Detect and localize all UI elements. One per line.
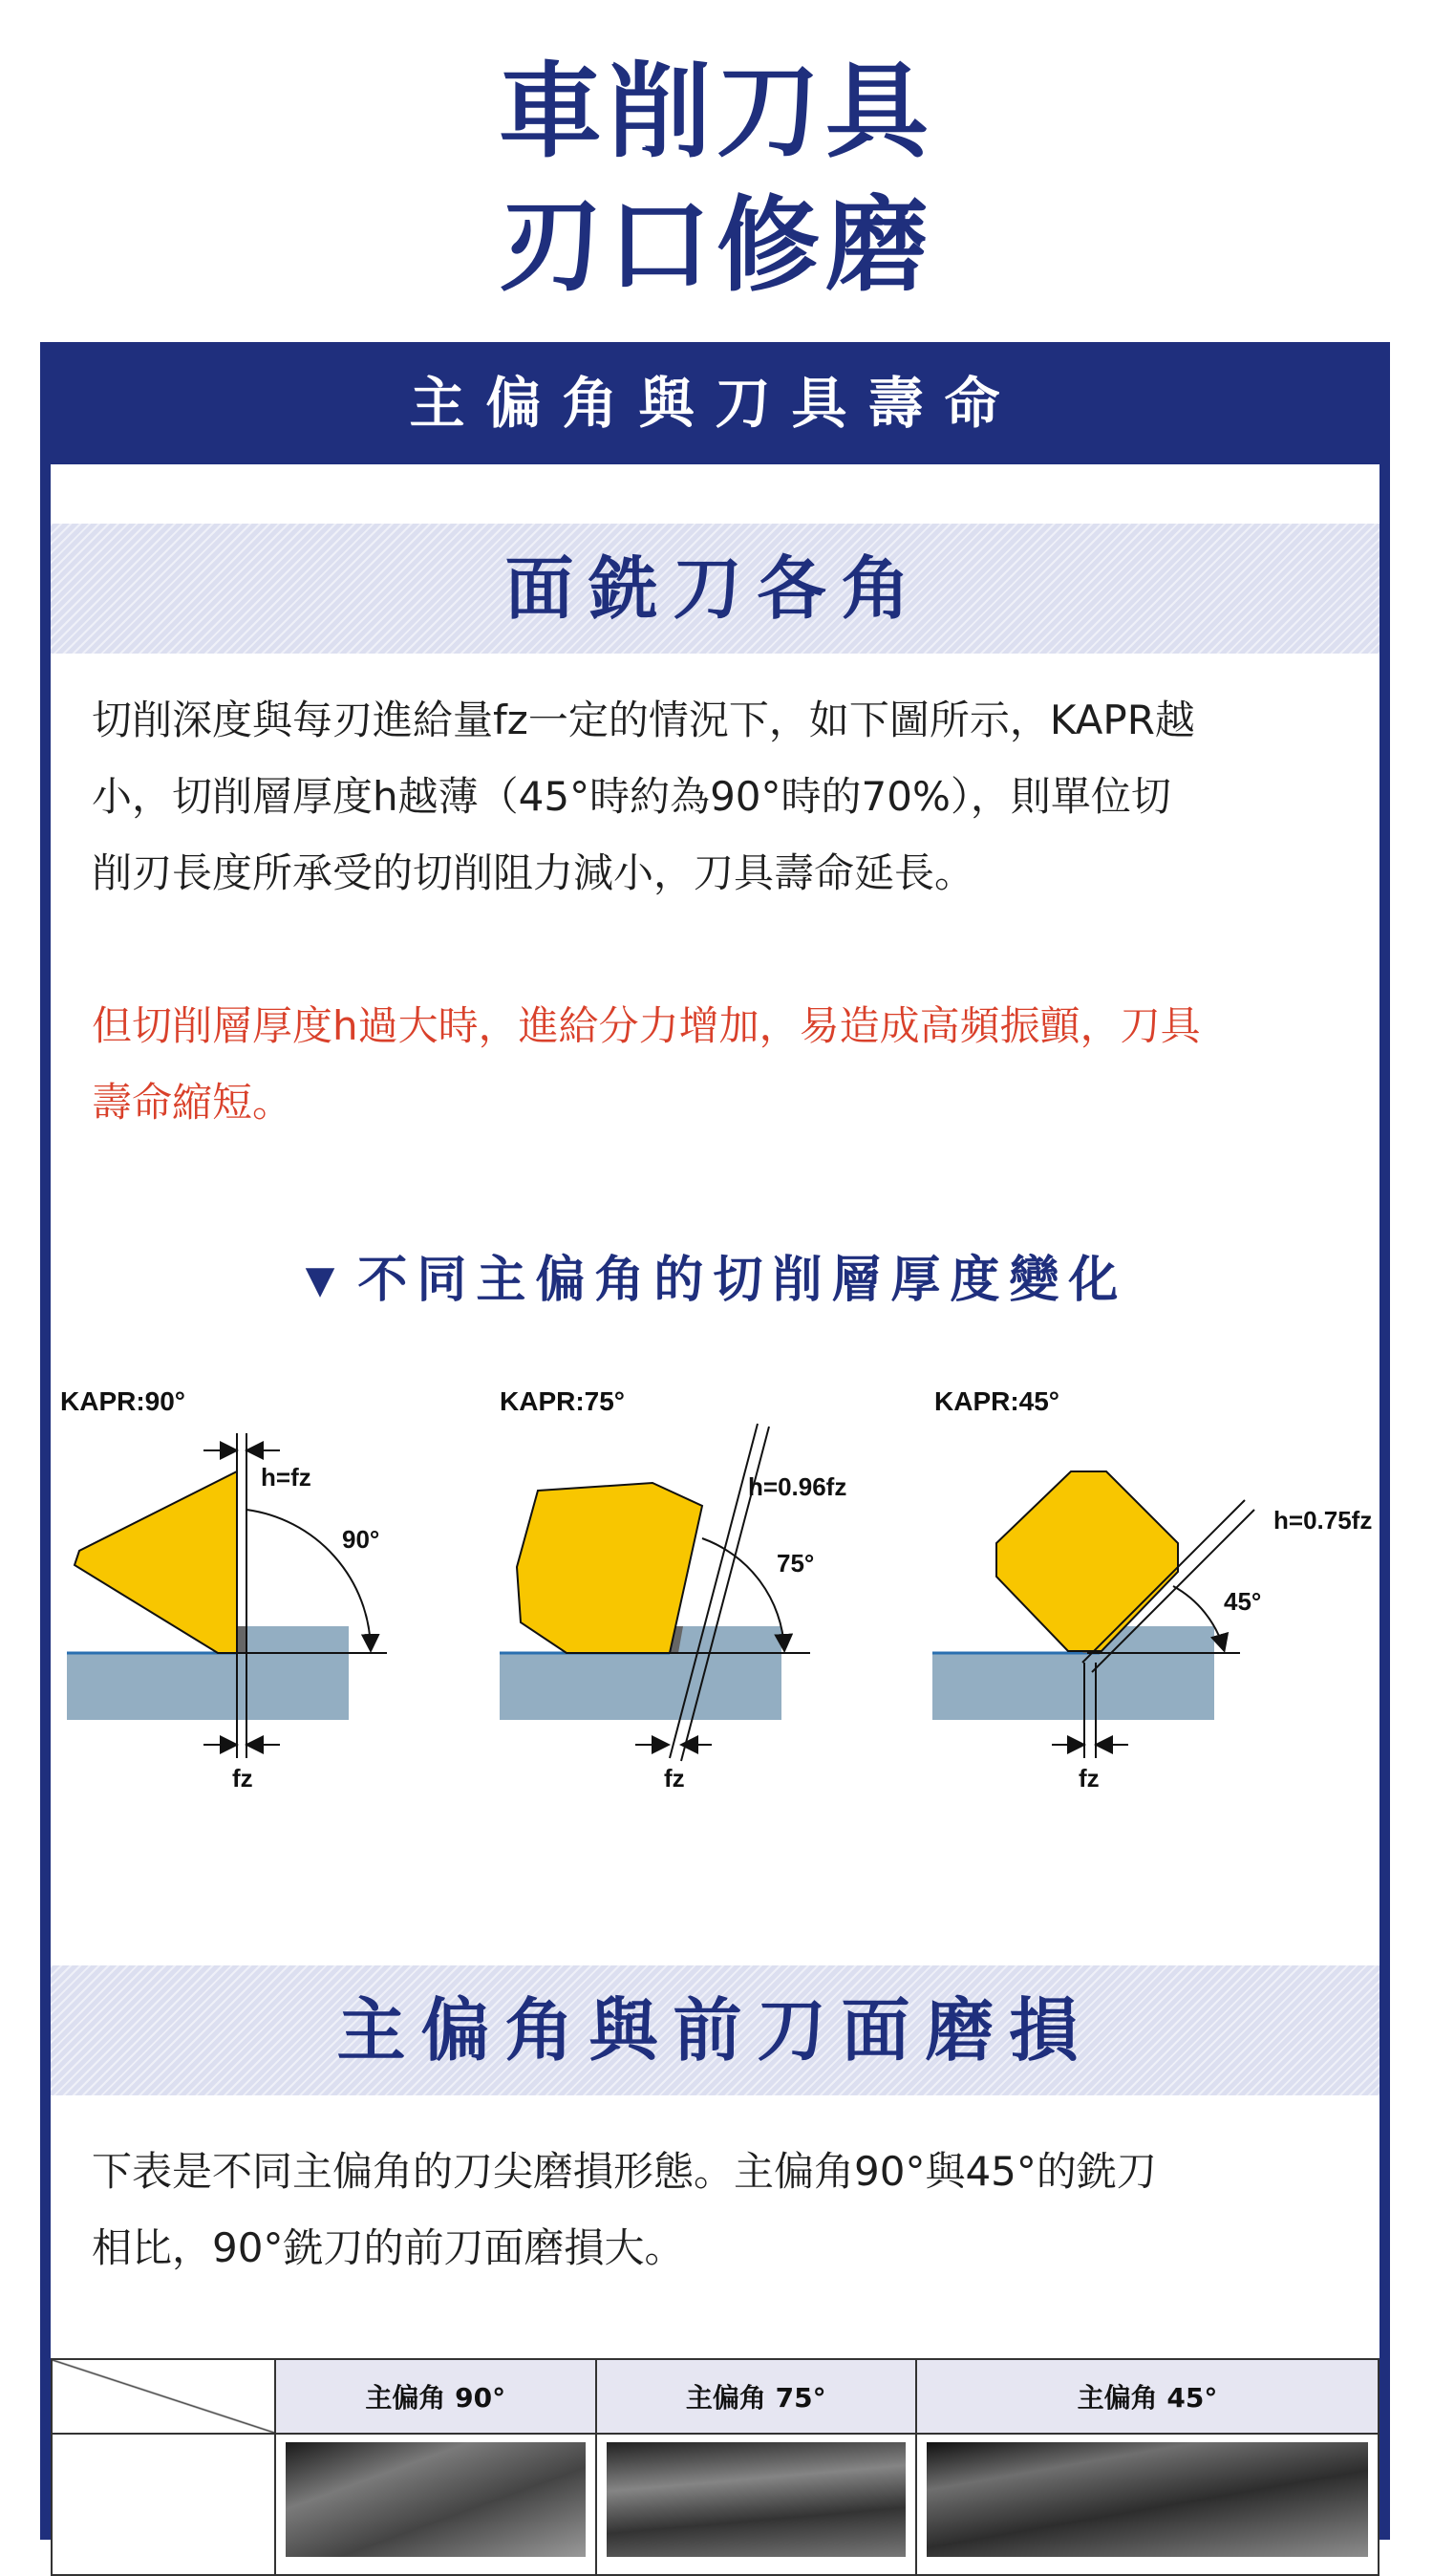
- wear-comparison-table: [51, 2358, 1380, 2576]
- angle-label-75: 75°: [777, 1549, 815, 1578]
- diagram-kapr-75: [500, 1386, 846, 1792]
- intro-paragraph: [92, 682, 1362, 912]
- figure-caption: [0, 1242, 1433, 1319]
- wear-line-2: 相比，90°銑刀的前刀面磨損大。: [92, 2224, 685, 2271]
- wear-photo-75: [607, 2442, 907, 2557]
- wear-photo-45: [927, 2442, 1368, 2557]
- page-title-line2: 刃口修磨: [498, 186, 934, 306]
- intro-line-1: 切削深度與每刃進給量fz一定的情況下，如下圖所示，KAPR越: [92, 697, 1195, 743]
- intro-line-3: 削刃長度所承受的切削阻力減小，刀具壽命延長。: [92, 849, 975, 896]
- table-header-row: [52, 2359, 1379, 2434]
- angle-label-90: 90°: [342, 1525, 380, 1554]
- wear-photo-75-cell: [596, 2434, 917, 2575]
- table-row: [52, 2434, 1379, 2575]
- fz-label-75: fz: [664, 1764, 685, 1792]
- workpiece-step-90: [237, 1626, 349, 1655]
- h-label-45: h=0.75fz: [1273, 1506, 1373, 1535]
- section-heading-rake-wear: 主偏角與前刀面磨損: [51, 1965, 1380, 2095]
- section-heading-face-mill-angles: 面銑刀各角: [51, 524, 1380, 654]
- wear-photo-90-cell: [275, 2434, 596, 2575]
- warning-line-2: 壽命縮短。: [92, 1079, 293, 1126]
- h-label-90: h=fz: [261, 1463, 311, 1492]
- diagram-kapr-45: [932, 1386, 1372, 1792]
- chip-thickness-diagram: [51, 1376, 1380, 1815]
- diagram-kapr-90: [60, 1386, 387, 1792]
- row-label-cell: [52, 2434, 275, 2575]
- kapr-75-label: KAPR:75°: [500, 1386, 626, 1416]
- workpiece-45: [932, 1653, 1214, 1720]
- intro-line-2: 小，切削層厚度h越薄（45°時約為90°時的70%），則單位切: [92, 773, 1171, 820]
- wear-photo-90: [286, 2442, 586, 2557]
- col-header-45: 主偏角 45°: [916, 2359, 1379, 2434]
- warning-line-1: 但切削層厚度h過大時，進給分力增加，易造成高頻振顫，刀具: [92, 1002, 1201, 1049]
- fz-label-45: fz: [1079, 1764, 1100, 1792]
- warning-paragraph: [92, 988, 1362, 1141]
- insert-75: [517, 1483, 702, 1653]
- wear-paragraph: [92, 2134, 1362, 2286]
- page-title-line1: 車削刀具: [498, 53, 934, 172]
- section-banner: 主偏角與刀具壽命: [40, 342, 1390, 464]
- col-header-75: 主偏角 75°: [596, 2359, 917, 2434]
- kapr-45-label: KAPR:45°: [934, 1386, 1060, 1416]
- wear-photo-45-cell: [916, 2434, 1379, 2575]
- down-triangle-icon: ▼: [305, 1258, 335, 1302]
- h-label-75: h=0.96fz: [748, 1472, 847, 1501]
- col-header-90: 主偏角 90°: [275, 2359, 596, 2434]
- insert-90: [75, 1471, 237, 1653]
- fz-label-90: fz: [232, 1764, 253, 1792]
- wear-line-1: 下表是不同主偏角的刀尖磨損形態。主偏角90°與45°的銑刀: [92, 2148, 1157, 2195]
- table-corner-cell: [52, 2359, 275, 2434]
- figure-caption-text: 不同主偏角的切削層厚度變化: [357, 1252, 1128, 1309]
- angle-label-45: 45°: [1224, 1587, 1262, 1616]
- kapr-90-label: KAPR:90°: [60, 1386, 186, 1416]
- insert-45: [996, 1471, 1178, 1651]
- workpiece-75: [500, 1653, 781, 1720]
- workpiece-90: [67, 1653, 349, 1720]
